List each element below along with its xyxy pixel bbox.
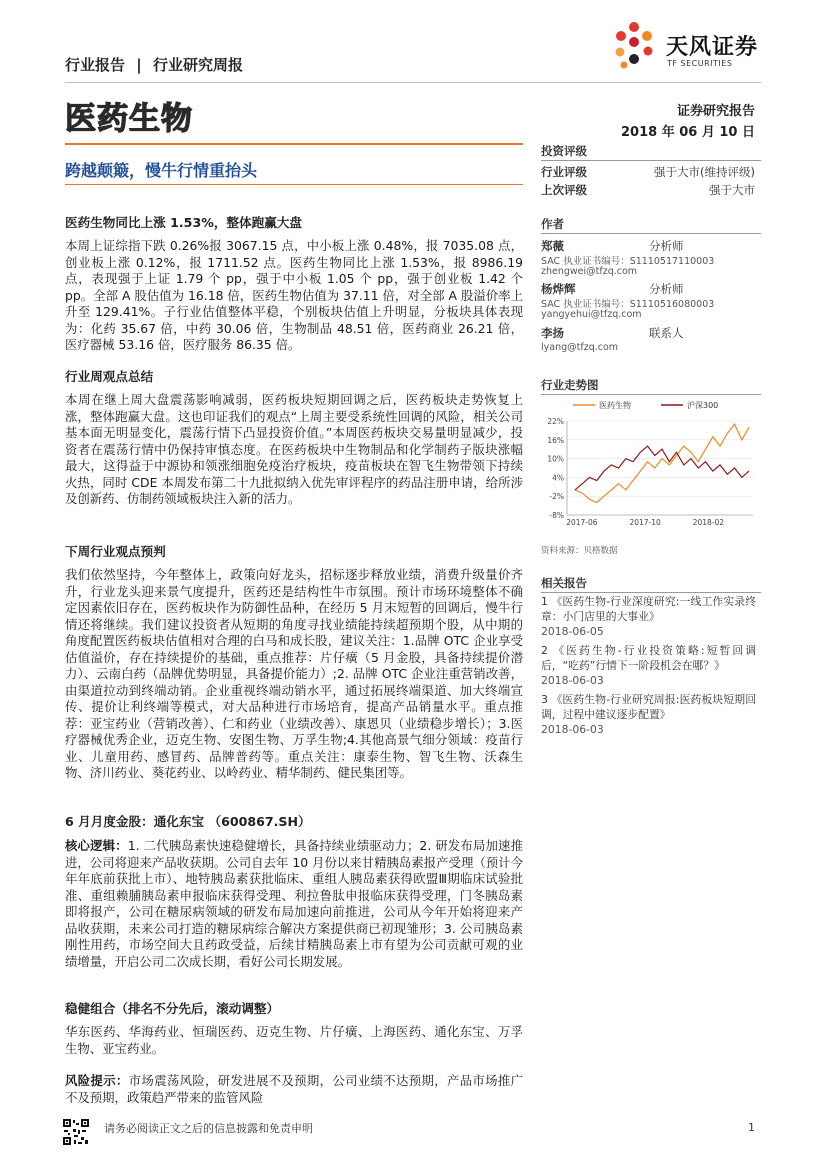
core-logic-text: 1. 二代胰岛素快速稳健增长，具备持续业绩驱动力；2. 研发布局加速推进，公司将迎来产品收获期。公司自去年 10 月份以来甘精胰岛素报产受理（预计今年年底前获批上市）、地特胰岛素获批临床、重组人胰岛素获得欧盟Ⅲ期临床试验批准、重组赖脯胰岛素申报临床获得受理、利拉鲁肽申报临床获得受理，门冬胰岛素即将报产，公司在糖尿病领域的研发布局加速向前推进，公司从今年开始将迎来产品收获期，未来公司打造的糖尿病综合解决方案提供商已初现雏形；3. 公司胰岛素刚性用药，市场空间大且药政受益，后续甘精胰岛素上市有望为公司贡献可观的业绩增量，开启公司二次成长期，看好公司长期发展。 [65,838,523,969]
author-email[interactable]: zhengwei@tfzq.com [541,266,638,277]
section-heading-summary: 行业周观点总结 [65,369,154,384]
author-name: 杨烨辉 [541,282,576,296]
related-report-title[interactable]: 1 《医药生物-行业深度研究:一线工作实录终章：小门店里的大事业》 [541,595,756,623]
header-rule [65,82,761,83]
logo-en-text: TF SECURITIES [667,59,733,68]
section-body-outlook: 我们依然坚持，今年整体上，政策向好龙头，招标逐步释放业绩，消费升级量价齐升，行业龙头迎来景气度提升，医药还是结构性牛市氛围。预计市场环境整体不确定因素依旧存在，医药板块作为防御性品种，在经历 5 月末短暂的回调后，慢牛行情还将继续。我们建议投资者从短期的角度寻找业绩能持续超预期个股，从中期的角度配置医药板块估值相对合理的白马和成长股，建议关注：1.品牌 OTC 企业享受估值溢价，存在持续提价的基础，重点推荐：片仔癀（5 月金股，具备持续提价潜力）、云南白药（品牌优势明显，具备提价能力）;2. 品牌 OTC 企业注重营销改善，由渠道拉动到终端动销。企业重视终端动销水平，通过拓展终端渠道、加大终端宣传、提价让利终端等模式，对大品种进行市场培育，提高产品销量水平。重点推荐：亚宝药业（营销改善）、仁和药业（业绩改善）、康恩贝（业绩稳步增长）；3.医疗器械优秀企业，迈克生物、安图生物、万孚生物;4.其他高景气细分领域：疫苗行业、儿童用药、感冒药、品牌普药等。重点关注：康泰生物、智飞生物、沃森生物、济川药业、葵花药业、以岭药业、精华制药、健民集团等。 [65,567,523,780]
industry-rating-label: 行业评级 [541,165,587,179]
author-name: 郑薇 [541,239,564,253]
risk-text: 市场震荡风险，研发进展不及预期，公司业绩不达预期，产品市场推广不及预期，政策趋严带来的监管风险 [65,1073,524,1105]
category-separator: | [136,56,142,74]
section-body-summary: 本周在继上周大盘震荡影响减弱，医药板块短期回调之后，医药板块走势恢复上涨，整体跑赢大盘。这也印证我们的观点“上周主要受系统性回调的风险，相关公司基本面无明显变化，震荡行情下凸显投资价值。”本周医药板块交易量明显减少，投资者在震荡行情中仍保持审慎态度。在医药板块中生物制品和化学制药子版块涨幅最大，这得益于中源协和领涨细胞免疫治疗板块，疫苗板块在智飞生物带领下持续火热，同时 CDE 本周发布第二十九批拟纳入优先审评程序的药品注册申请，给所涉及创新药、仿制药领域板块注入新的活力。 [65,392,523,506]
industry-title: 医药生物 [65,101,193,137]
section-body-golden-stock [65,838,523,970]
y-tick-label: 4% [552,473,564,483]
related-report-date: 2018-06-05 [541,625,604,638]
related-report-item[interactable] [541,692,756,737]
y-tick-label: 22% [547,417,564,426]
chart-source: 资料来源：贝格数据 [541,546,618,556]
industry-rating-value: 强于大市(维持评级) [654,165,755,179]
y-tick-label: -8% [549,511,564,520]
section-heading-golden-stock: 6 月月度金股：通化东宝 （600867.SH） [65,814,311,829]
rating-heading: 投资评级 [541,144,587,158]
section-heading-weekly: 医药生物同比上涨 1.53%，整体跑赢大盘 [65,215,302,230]
related-heading: 相关报告 [541,576,587,590]
trend-rule [541,394,761,395]
author-name: 李扬 [541,326,564,340]
author-email[interactable]: yangyehui@tfzq.com [541,309,642,320]
title-rule [65,143,523,145]
x-tick-label: 2017-10 [629,518,661,527]
related-report-date: 2018-06-03 [541,674,604,687]
subcategory-label: 行业研究周报 [152,56,243,74]
related-report-date: 2018-06-03 [541,723,604,736]
author-role: 联系人 [649,326,684,340]
report-category [65,54,243,75]
legend-label: 医药生物 [599,401,631,410]
previous-rating-value: 强于大市 [709,183,755,197]
y-tick-label: 10% [547,454,564,464]
authors-rule [541,233,761,234]
x-tick-label: 2017-06 [566,518,598,527]
rating-rule [541,160,761,161]
previous-rating-label: 上次评级 [541,183,587,197]
trend-chart [541,397,761,532]
report-type: 证券研究报告 [676,104,755,119]
trend-heading: 行业走势图 [541,378,599,392]
company-logo [610,20,760,72]
related-report-item[interactable] [541,594,756,639]
related-report-item[interactable] [541,643,756,688]
core-logic-label: 核心逻辑： [65,838,128,853]
footer-disclaimer[interactable]: 请务必阅读正文之后的信息披露和免责申明 [104,1122,313,1135]
author-role: 分析师 [649,282,684,296]
legend-label: 沪深300 [687,401,719,410]
series-line [575,424,749,502]
logo-cn-text: 天风证券 [666,35,759,60]
author-cert: SAC 执业证书编号：S1110516080003 [541,299,715,310]
author-cert: SAC 执业证书编号：S1110517110003 [541,256,715,267]
author-role: 分析师 [649,239,684,253]
logo-flower-icon [610,20,658,70]
section-body-portfolio: 华东医药、华海药业、恒瑞医药、迈克生物、片仔癀、上海医药、通化东宝、万孚生物、亚宝药业。 [65,1024,523,1056]
related-report-title[interactable]: 3 《医药生物-行业研究周报:医药板块短期回调，过程中建议逐步配置》 [541,693,756,721]
headline-rule [65,184,523,185]
author-email[interactable]: lyang@tfzq.com [541,342,619,353]
series-line [575,446,749,490]
page-number: 1 [748,1121,755,1134]
authors-heading: 作者 [541,217,564,231]
related-rule [541,592,761,593]
y-tick-label: 16% [547,435,564,445]
section-heading-outlook: 下周行业观点预判 [65,544,166,559]
report-headline: 跨越颠簸，慢牛行情重抬头 [65,161,258,180]
section-heading-portfolio: 稳健组合（排名不分先后，滚动调整） [65,1001,280,1016]
related-report-title[interactable]: 2 《医药生物-行业投资策略:短暂回调后，“吃药”行情下一阶段机会在哪？》 [541,644,756,672]
x-tick-label: 2018-02 [692,518,725,527]
report-date: 2018 年 06 月 10 日 [621,125,755,140]
category-label: 行业报告 [65,56,126,74]
risk-warning [65,1073,523,1106]
risk-label: 风险提示： [65,1073,129,1088]
qr-code-icon [62,1118,90,1146]
y-tick-label: -2% [549,492,564,502]
section-body-weekly: 本周上证综指下跌 0.26%报 3067.15 点，中小板上涨 0.48%，报 7035.08 点，创业板上涨 0.12%，报 1711.52 点。医药生物同比上涨 1.53%，报 8986.19 点，表现强于上证 1.79 个 pp，强于中小板 1.05 个 pp，强于创业板 1.42 个 pp。全部 A 股估值为 16.18 倍，医药生物估值为 37.11 倍，对全部 A 股溢价率上升至 129.41%。子行业估值整体平稳，个别板块估值上升明显，分板块具体表现为：化药 35.67 倍，中药 30.06 倍，生物制品 48.51 倍，医药商业 26.21 倍，医疗器械 53.16 倍，医疗服务 86.35 倍。 [65,238,523,352]
